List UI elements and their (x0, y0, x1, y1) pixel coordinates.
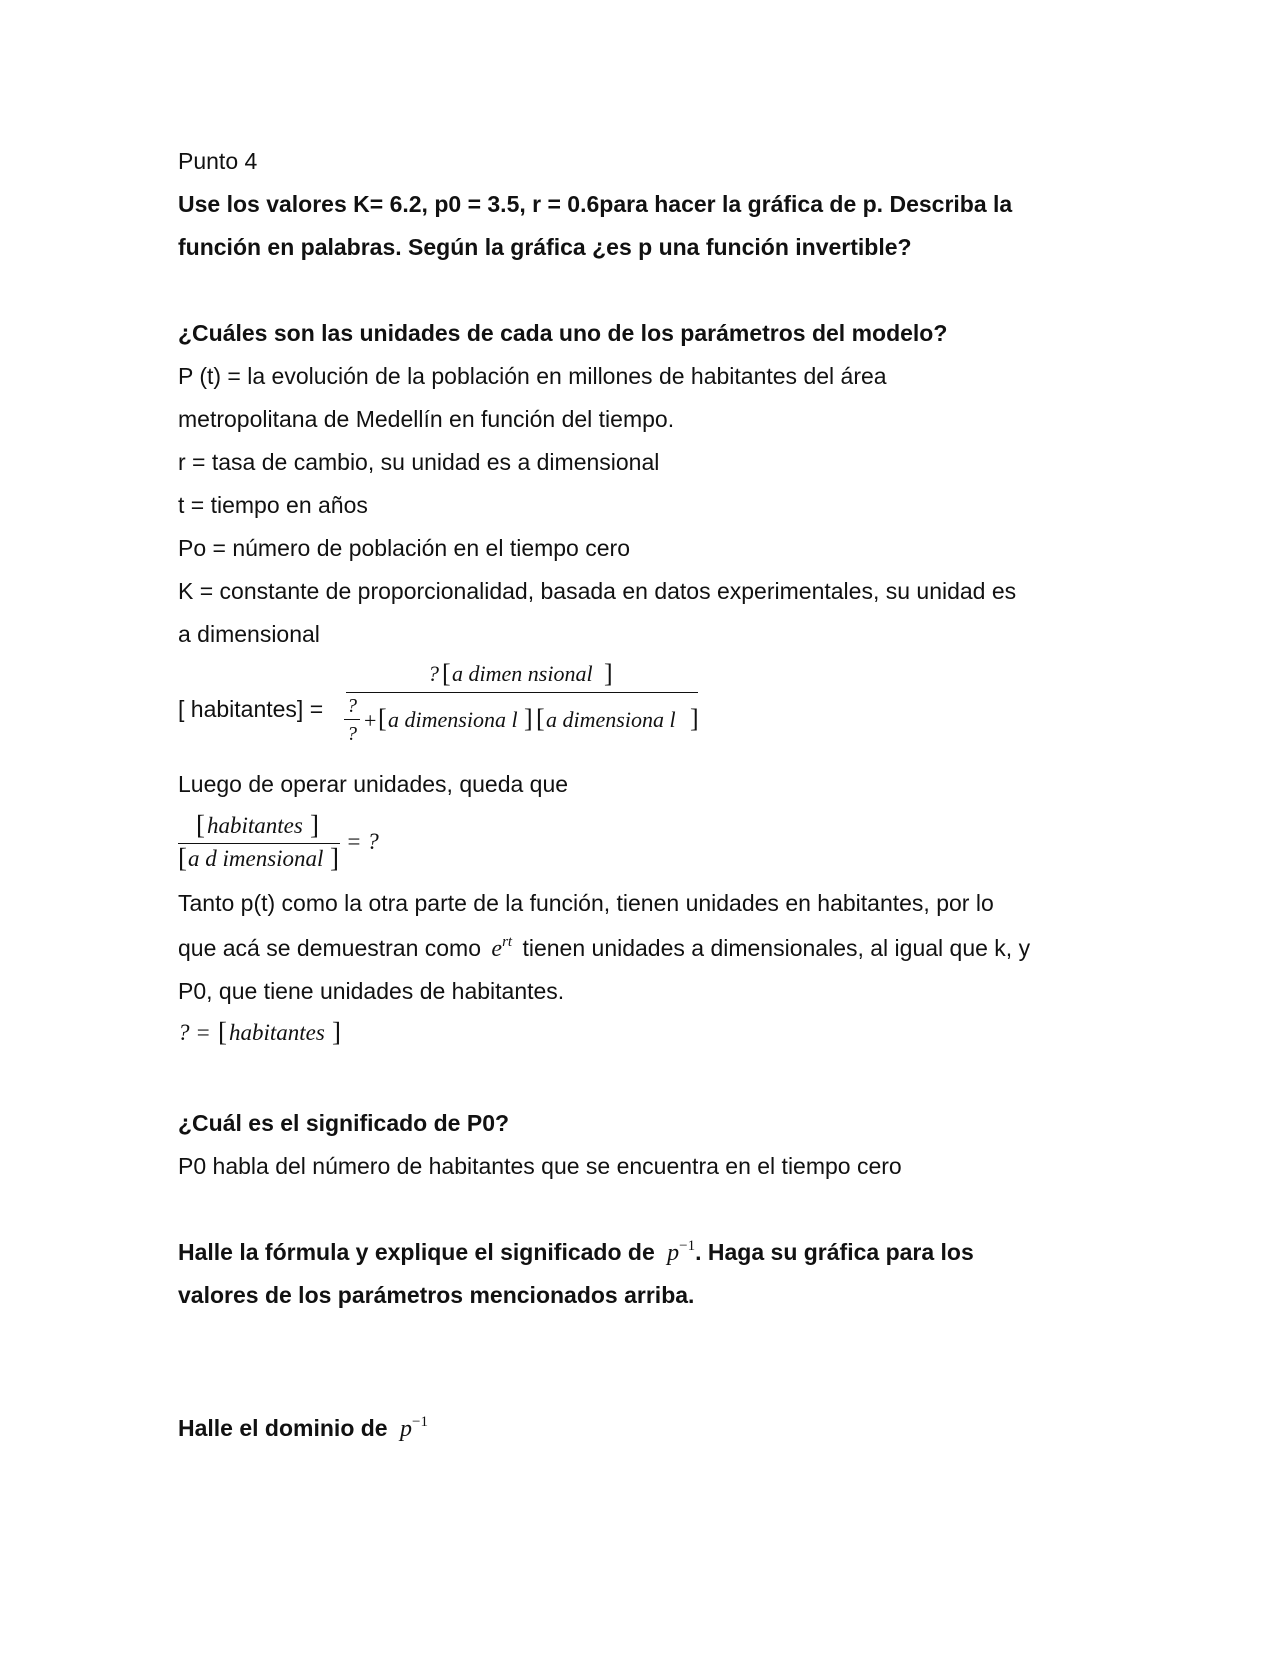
k-definition-line-1: K = constante de proporcionalidad, basada en datos experimentales, su unidad es (178, 578, 1017, 604)
inverse-base: p (667, 1240, 680, 1266)
r-definition: r = tasa de cambio, su unidad es a dimensional (178, 449, 660, 475)
question-4-line-1 (178, 1237, 974, 1271)
bracket-close: ] (332, 1017, 341, 1047)
question-4-end: . Haga su gráfica para los (695, 1239, 974, 1265)
tanto-line-2 (178, 933, 1030, 967)
equation-1-numerator-q: ? (428, 661, 439, 686)
equation-1-small-denominator: ? (347, 723, 357, 745)
tanto-line-3: P0, que tiene unidades de habitantes. (178, 978, 565, 1004)
exponential-exponent: rt (502, 934, 513, 950)
question-1-line-1: Use los valores K= 6.2, p0 = 3.5, r = 0.6para hacer la gráfica de p. Describa la (178, 191, 1013, 217)
exponential-term (491, 936, 512, 962)
inverse-function-term (400, 1416, 428, 1442)
k-definition-line-2: a dimensional (178, 621, 320, 647)
luego-text: Luego de operar unidades, queda que (178, 771, 569, 797)
equation-2-denominator: a d imensional (188, 846, 324, 871)
bracket-close: ] (690, 704, 699, 733)
bracket-open: [ (442, 659, 451, 688)
section-heading: Punto 4 (178, 148, 258, 174)
p-definition-line-1: P (t) = la evolución de la población en millones de habitantes del área (178, 363, 887, 389)
question-5-text: Halle el dominio de (178, 1415, 388, 1441)
question-1-line-2: función en palabras. Según la gráfica ¿es p una función invertible? (178, 234, 912, 260)
equation-1-denominator-a: a dimensiona l (388, 707, 518, 732)
equation-1-fraction-bar (346, 692, 698, 693)
tanto-line-2-end: tienen unidades a dimensionales, al igual que k, y (522, 935, 1031, 961)
bracket-open: [ (378, 704, 387, 733)
exponential-base: e (491, 936, 503, 962)
bracket-close: ] (604, 659, 613, 688)
equation-3-lhs: ? = (178, 1020, 211, 1045)
inverse-exponent: −1 (412, 1414, 428, 1430)
inverse-exponent: −1 (679, 1238, 696, 1254)
equation-2-numerator: habitantes (207, 813, 303, 838)
equation-3-value: habitantes (229, 1020, 325, 1045)
t-definition: t = tiempo en años (178, 492, 368, 518)
question-3: ¿Cuál es el significado de P0? (178, 1110, 510, 1136)
inverse-base: p (400, 1416, 412, 1442)
p0-answer: P0 habla del número de habitantes que se encuentra en el tiempo cero (178, 1153, 902, 1179)
p-definition-line-2: metropolitana de Medellín en función del tiempo. (178, 406, 675, 432)
equation-1-lhs: [ habitantes] = (178, 696, 324, 722)
equation-1-plus: + (364, 708, 377, 733)
tanto-line-1: Tanto p(t) como la otra parte de la función, tienen unidades en habitantes, por lo (178, 890, 994, 916)
inverse-function-term (667, 1240, 695, 1266)
equation-1-small-numerator: ? (347, 695, 357, 717)
equation-2-rhs: = ? (346, 829, 379, 854)
question-4-start: Halle la fórmula y explique el significado de (178, 1239, 655, 1265)
bracket-open: [ (218, 1017, 227, 1047)
question-5 (178, 1413, 428, 1447)
equation-1-denominator-b: a dimensiona l (546, 707, 676, 732)
bracket-open: [ (196, 810, 205, 840)
bracket-close: ] (330, 843, 339, 873)
bracket-open: [ (178, 843, 187, 873)
tanto-line-2-start: que acá se demuestran como (178, 935, 482, 961)
po-definition: Po = número de población en el tiempo cero (178, 535, 630, 561)
equation-1-small-fraction-bar (344, 719, 360, 720)
question-2: ¿Cuáles son las unidades de cada uno de los parámetros del modelo? (178, 320, 948, 346)
bracket-close: ] (310, 810, 319, 840)
question-4-line-2: valores de los parámetros mencionados arriba. (178, 1282, 695, 1308)
equation-2-fraction-bar (178, 843, 340, 844)
bracket-open: [ (536, 704, 545, 733)
bracket-close: ] (524, 704, 533, 733)
equation-1-numerator-text: a dimen nsional (452, 661, 593, 686)
